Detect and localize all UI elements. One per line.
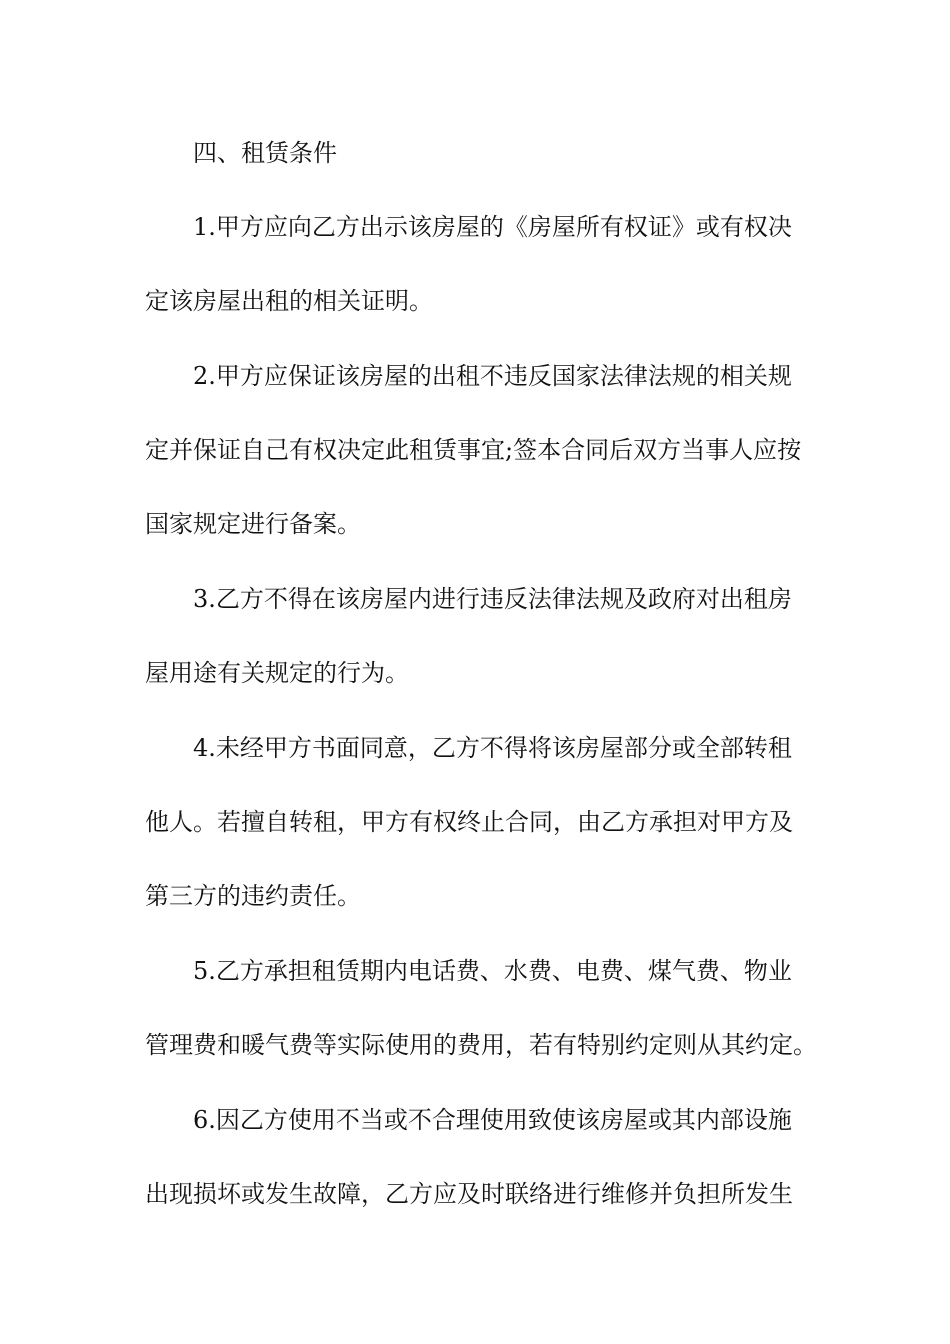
clause-5-line-2: 管理费和暖气费等实际使用的费用，若有特别约定则从其约定。 [145, 1031, 817, 1059]
clause-1-line-2: 定该房屋出租的相关证明。 [145, 287, 433, 315]
clause-6-line-1: 6.因乙方使用不当或不合理使用致使该房屋或其内部设施 [193, 1106, 792, 1134]
clause-4-line-2: 他人。若擅自转租，甲方有权终止合同，由乙方承担对甲方及 [145, 808, 793, 836]
clause-6-line-2: 出现损坏或发生故障，乙方应及时联络进行维修并负担所发生 [145, 1180, 793, 1208]
clause-5-line-1: 5.乙方承担租赁期内电话费、水费、电费、煤气费、物业 [193, 957, 792, 985]
clause-4-line-1: 4.未经甲方书面同意，乙方不得将该房屋部分或全部转租 [193, 734, 792, 762]
clause-3-line-2: 屋用途有关规定的行为。 [145, 659, 409, 687]
clause-2-line-1: 2.甲方应保证该房屋的出租不违反国家法律法规的相关规 [193, 362, 792, 390]
clause-1-line-1: 1.甲方应向乙方出示该房屋的《房屋所有权证》或有权决 [193, 213, 792, 241]
clause-3-line-1: 3.乙方不得在该房屋内进行违反法律法规及政府对出租房 [193, 585, 792, 613]
clause-2-line-2: 定并保证自己有权决定此租赁事宜;签本合同后双方当事人应按 [145, 436, 802, 464]
section-heading: 四、租赁条件 [193, 139, 337, 167]
clause-2-line-3: 国家规定进行备案。 [145, 510, 361, 538]
clause-4-line-3: 第三方的违约责任。 [145, 882, 361, 910]
